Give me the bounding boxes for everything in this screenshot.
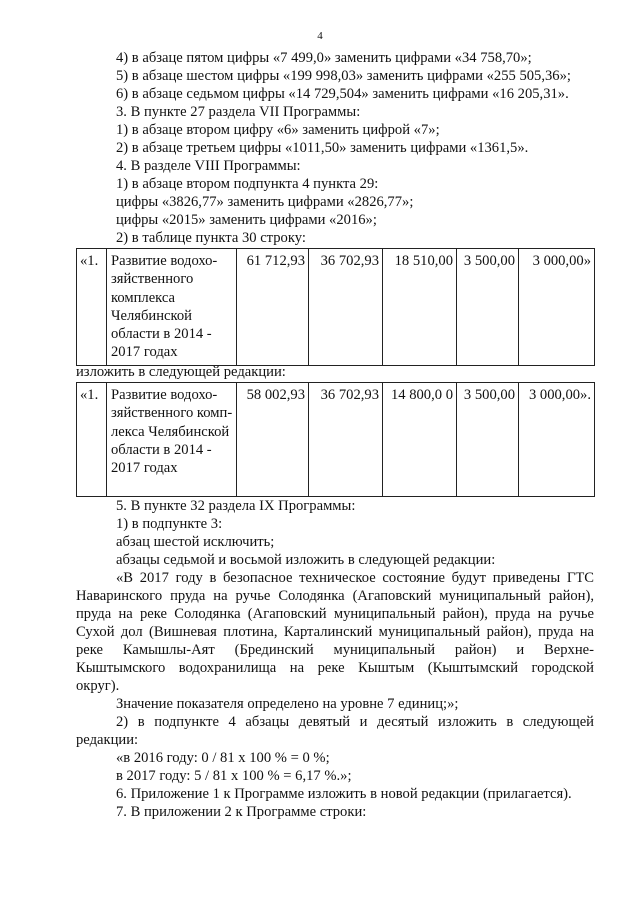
text-line: Наваринского пруда на ручье Солодянка (Агаповский муниципальный район), (76, 588, 594, 604)
cell-value: 36 702,93 (309, 249, 383, 366)
cell-value: 14 800,0 0 (383, 383, 457, 497)
text-line: Значение показателя определено на уровне 7 единиц;»; (116, 696, 459, 712)
text-line: 1) в подпункте 3: (116, 516, 223, 532)
cell-value: 3 000,00». (519, 383, 595, 497)
text-line: реке Камышлы-Аят (Брединский муниципальный район) и Верхне- (76, 642, 594, 658)
text-line: 4. В разделе VIII Программы: (116, 158, 301, 174)
cell-number: «1. (77, 383, 107, 497)
cell-total: 58 002,93 (237, 383, 309, 497)
text-line: 1) в абзаце втором цифру «6» заменить цифрой «7»; (116, 122, 440, 138)
text-line: Сухой дол (Вишневая плотина, Карталинский муниципальный район), пруда на (76, 624, 594, 640)
text-line: 2) в абзаце третьем цифры «1011,50» заменить цифрами «1361,5». (116, 140, 529, 156)
text-line: цифры «2015» заменить цифрами «2016»; (116, 212, 377, 228)
table-row (77, 249, 595, 366)
cell-value: 36 702,93 (309, 383, 383, 497)
text-line: пруда на реке Солодянка (Агаповский муниципальный район), пруда на ручье (76, 606, 594, 622)
text-line: в 2017 году: 5 / 81 х 100 % = 6,17 %.»; (116, 768, 352, 784)
cell-value: 3 500,00 (457, 383, 519, 497)
text-line: 3. В пункте 27 раздела VII Программы: (116, 104, 361, 120)
text-line: Кыштымского водохранилища на реке Кыштым (Кыштымский городской (76, 660, 594, 676)
text-line: «В 2017 году в безопасное техническое состояние будут приведены ГТС (116, 570, 594, 586)
text-line: 6) в абзаце седьмом цифры «14 729,504» заменить цифрами «16 205,31». (116, 86, 569, 102)
cell-value: 3 500,00 (457, 249, 519, 366)
text-line: 4) в абзаце пятом цифры «7 499,0» заменить цифрами «34 758,70»; (116, 50, 532, 66)
cell-name: Развитие водохо-зяйственного комп-лекса Челябинской области в 2014 - 2017 годах (107, 383, 237, 497)
text-line: абзац шестой исключить; (116, 534, 275, 550)
page-number: 4 (317, 30, 323, 42)
text-line: изложить в следующей редакции: (76, 364, 286, 380)
cell-name: Развитие водохо-зяйственного комплекса Челябинской области в 2014 - 2017 годах (107, 249, 237, 366)
cell-total: 61 712,93 (237, 249, 309, 366)
text-line: «в 2016 году: 0 / 81 х 100 % = 0 %; (116, 750, 330, 766)
table-old-row (76, 248, 595, 366)
text-line: 6. Приложение 1 к Программе изложить в новой редакции (прилагается). (116, 786, 572, 802)
text-line: абзацы седьмой и восьмой изложить в следующей редакции: (116, 552, 496, 568)
table-row (77, 383, 595, 497)
text-line: 7. В приложении 2 к Программе строки: (116, 804, 367, 820)
text-line: 5) в абзаце шестом цифры «199 998,03» заменить цифрами «255 505,36»; (116, 68, 571, 84)
text-line: 5. В пункте 32 раздела IX Программы: (116, 498, 356, 514)
text-line: округ). (76, 678, 120, 694)
text-line: цифры «3826,77» заменить цифрами «2826,77»; (116, 194, 414, 210)
table-new-row (76, 382, 595, 497)
text-line: 2) в таблице пункта 30 строку: (116, 230, 306, 246)
text-line: редакции: (76, 732, 139, 748)
text-line: 2) в подпункте 4 абзацы девятый и десятый изложить в следующей (116, 714, 594, 730)
cell-value: 18 510,00 (383, 249, 457, 366)
cell-value: 3 000,00» (519, 249, 595, 366)
text-line: 1) в абзаце втором подпункта 4 пункта 29: (116, 176, 379, 192)
cell-number: «1. (77, 249, 107, 366)
